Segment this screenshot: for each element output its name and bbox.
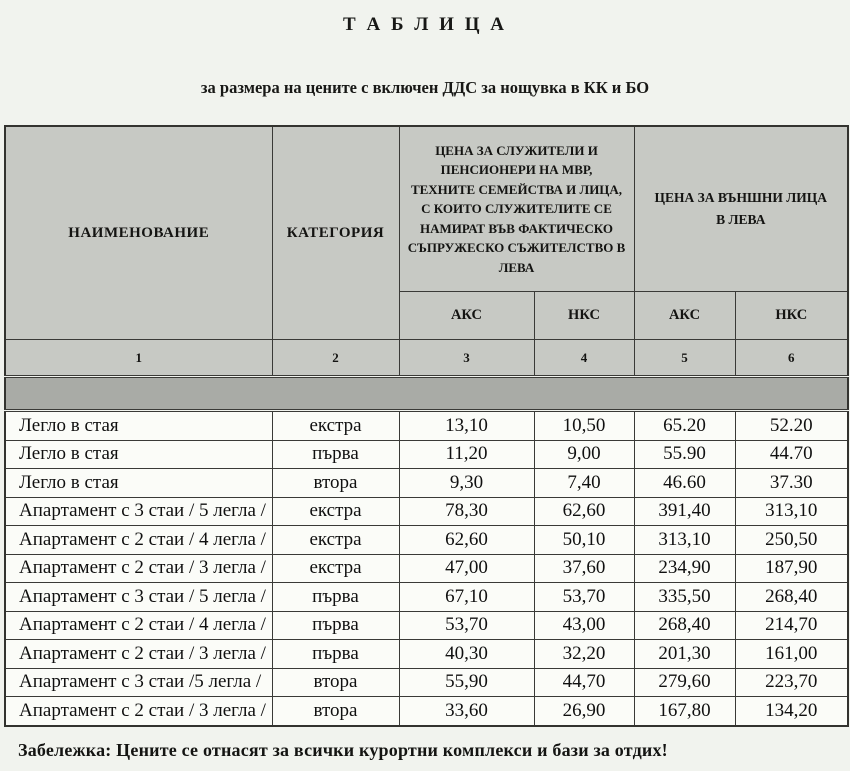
- name-cell: Легло в стая: [5, 411, 272, 441]
- price-aks-mvr-cell: 78,30: [399, 497, 534, 526]
- subheader-aks-mvr: АКС: [399, 292, 534, 340]
- column-number: 6: [735, 340, 848, 377]
- table-row: [5, 611, 848, 640]
- header-row-main: [5, 126, 848, 292]
- column-number: 3: [399, 340, 534, 377]
- header-category: КАТЕГОРИЯ: [272, 126, 399, 340]
- header-row-numbers: [5, 340, 848, 377]
- price-aks-mvr-cell: 11,20: [399, 440, 534, 469]
- price-nks-external-cell: 187,90: [735, 554, 848, 583]
- table-row: [5, 469, 848, 498]
- table-row: [5, 640, 848, 669]
- column-number: 1: [5, 340, 272, 377]
- price-nks-external-cell: 250,50: [735, 526, 848, 555]
- price-nks-external-cell: 52.20: [735, 411, 848, 441]
- category-cell: първа: [272, 440, 399, 469]
- table-row: [5, 440, 848, 469]
- separator-band-row: [5, 377, 848, 411]
- price-nks-external-cell: 223,70: [735, 668, 848, 697]
- category-cell: екстра: [272, 554, 399, 583]
- price-aks-external-cell: 167,80: [634, 697, 735, 726]
- name-cell: Легло в стая: [5, 440, 272, 469]
- category-cell: втора: [272, 469, 399, 498]
- name-cell: Апартамент с 2 стаи / 4 легла /: [5, 611, 272, 640]
- category-cell: втора: [272, 697, 399, 726]
- price-aks-mvr-cell: 67,10: [399, 583, 534, 612]
- column-number: 4: [534, 340, 634, 377]
- price-aks-mvr-cell: 9,30: [399, 469, 534, 498]
- table-row: [5, 583, 848, 612]
- table-row: [5, 526, 848, 555]
- price-nks-mvr-cell: 32,20: [534, 640, 634, 669]
- price-aks-mvr-cell: 62,60: [399, 526, 534, 555]
- price-aks-external-cell: 268,40: [634, 611, 735, 640]
- price-nks-mvr-cell: 53,70: [534, 583, 634, 612]
- category-cell: втора: [272, 668, 399, 697]
- price-aks-mvr-cell: 13,10: [399, 411, 534, 441]
- price-table: [4, 125, 849, 727]
- column-number: 2: [272, 340, 399, 377]
- name-cell: Апартамент с 3 стаи / 5 легла /: [5, 583, 272, 612]
- header-external-price: ЦЕНА ЗА ВЪНШНИ ЛИЦА В ЛЕВА: [634, 126, 848, 292]
- price-aks-mvr-cell: 55,90: [399, 668, 534, 697]
- category-cell: първа: [272, 611, 399, 640]
- price-nks-mvr-cell: 43,00: [534, 611, 634, 640]
- price-nks-mvr-cell: 9,00: [534, 440, 634, 469]
- price-aks-external-cell: 335,50: [634, 583, 735, 612]
- name-cell: Апартамент с 2 стаи / 4 легла /: [5, 526, 272, 555]
- price-nks-external-cell: 37.30: [735, 469, 848, 498]
- table-row: [5, 497, 848, 526]
- category-cell: първа: [272, 640, 399, 669]
- category-cell: първа: [272, 583, 399, 612]
- header-name: НАИМЕНОВАНИЕ: [5, 126, 272, 340]
- category-cell: екстра: [272, 526, 399, 555]
- price-aks-mvr-cell: 47,00: [399, 554, 534, 583]
- price-nks-external-cell: 134,20: [735, 697, 848, 726]
- price-nks-external-cell: 44.70: [735, 440, 848, 469]
- price-nks-mvr-cell: 10,50: [534, 411, 634, 441]
- price-nks-mvr-cell: 37,60: [534, 554, 634, 583]
- name-cell: Апартамент с 2 стаи / 3 легла /: [5, 640, 272, 669]
- header-mvr-price: ЦЕНА ЗА СЛУЖИТЕЛИ И ПЕНСИОНЕРИ НА МВР, ТЕХНИТЕ СЕМЕЙСТВА И ЛИЦА, С КОИТО СЛУЖИТЕЛИТЕ СЕ НАМИРАТ ВЪВ ФАКТИЧЕСКО СЪПРУЖЕСКО СЪЖИТЕЛСТВО В ЛЕВА: [399, 126, 634, 292]
- price-aks-external-cell: 55.90: [634, 440, 735, 469]
- price-nks-mvr-cell: 7,40: [534, 469, 634, 498]
- price-nks-mvr-cell: 44,70: [534, 668, 634, 697]
- footer-note: Забележка: Цените се отнасят за всички курортни комплекси и бази за отдих!: [18, 740, 668, 760]
- price-aks-mvr-cell: 40,30: [399, 640, 534, 669]
- table-header: [5, 126, 848, 377]
- category-cell: екстра: [272, 497, 399, 526]
- price-aks-external-cell: 279,60: [634, 668, 735, 697]
- table-row: [5, 554, 848, 583]
- price-nks-external-cell: 161,00: [735, 640, 848, 669]
- subheader-aks-external: АКС: [634, 292, 735, 340]
- name-cell: Апартамент с 3 стаи /5 легла /: [5, 668, 272, 697]
- price-nks-mvr-cell: 26,90: [534, 697, 634, 726]
- price-aks-mvr-cell: 33,60: [399, 697, 534, 726]
- table-body: [5, 411, 848, 726]
- price-aks-mvr-cell: 53,70: [399, 611, 534, 640]
- price-nks-external-cell: 214,70: [735, 611, 848, 640]
- price-nks-mvr-cell: 50,10: [534, 526, 634, 555]
- table-row: [5, 697, 848, 726]
- column-number: 5: [634, 340, 735, 377]
- category-cell: екстра: [272, 411, 399, 441]
- price-nks-mvr-cell: 62,60: [534, 497, 634, 526]
- name-cell: Апартамент с 3 стаи / 5 легла /: [5, 497, 272, 526]
- price-nks-external-cell: 313,10: [735, 497, 848, 526]
- price-aks-external-cell: 46.60: [634, 469, 735, 498]
- name-cell: Легло в стая: [5, 469, 272, 498]
- price-aks-external-cell: 391,40: [634, 497, 735, 526]
- price-aks-external-cell: 234,90: [634, 554, 735, 583]
- table-row: [5, 668, 848, 697]
- price-nks-external-cell: 268,40: [735, 583, 848, 612]
- separator-band: [5, 377, 848, 411]
- table-row: [5, 411, 848, 441]
- subheader-nks-external: НКС: [735, 292, 848, 340]
- price-aks-external-cell: 313,10: [634, 526, 735, 555]
- subheader-nks-mvr: НКС: [534, 292, 634, 340]
- price-aks-external-cell: 201,30: [634, 640, 735, 669]
- page-title: Т А Б Л И Ц А: [343, 14, 507, 35]
- page-subtitle: за размера на цените с включен ДДС за нощувка в КК и БО: [200, 78, 650, 97]
- price-aks-external-cell: 65.20: [634, 411, 735, 441]
- name-cell: Апартамент с 2 стаи / 3 легла /: [5, 554, 272, 583]
- name-cell: Апартамент с 2 стаи / 3 легла /: [5, 697, 272, 726]
